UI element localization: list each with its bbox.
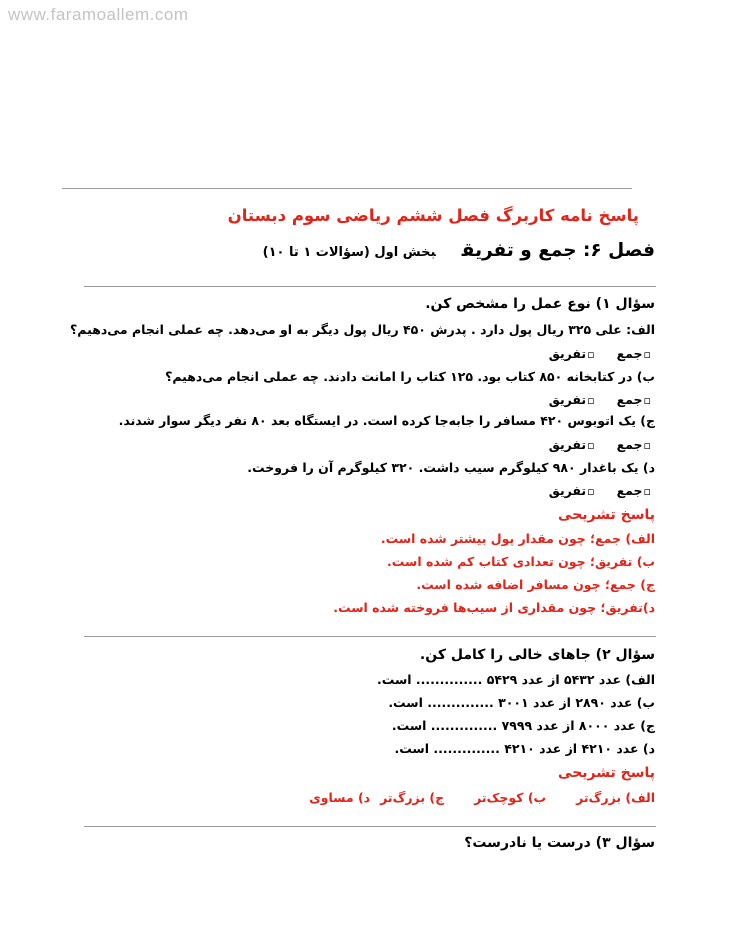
section-subtitle: بخش اول (سؤالات ۱ تا ۱۰) [262,245,436,260]
document-title: پاسخ نامه کاربرگ فصل ششم ریاضی سوم دبستان [227,206,639,225]
q1-item-b: ب) در کتابخانه ۸۵۰ کتاب بود. ۱۲۵ کتاب را امانت دادند. چه عملی انجام می‌دهیم؟ [165,369,655,384]
option-sum[interactable]: ▫جمع [616,346,651,361]
checkbox-icon: ▫ [587,394,595,407]
q1-item-a: الف: علی ۳۲۵ ریال پول دارد . پدرش ۴۵۰ ریال پول دیگر به او می‌دهد. چه عملی انجام می‌دهیم؟ [70,322,655,337]
q1-item-d: د) یک باغدار ۹۸۰ کیلوگرم سیب داشت. ۳۲۰ کیلوگرم آن را فروخت. [247,460,655,475]
question-1-title: سؤال ۱) نوع عمل را مشخص کن. [425,296,655,312]
checkbox-icon: ▫ [587,439,595,452]
option-subtract[interactable]: ▫تفریق [548,483,595,498]
divider-q3 [84,826,656,827]
q2-explanation-title: پاسخ تشریحی [558,765,655,781]
q1-explanation-b: ب) تفریق؛ چون تعدادی کتاب کم شده است. [387,554,655,569]
q1-item-c: ج) یک اتوبوس ۴۲۰ مسافر را جابه‌جا کرده است. در ایستگاه بعد ۸۰ نفر دیگر سوار شدند. [118,413,655,428]
divider-q2 [84,636,656,637]
watermark: www.faramoallem.com [8,5,189,24]
q1-explanation-d: د)تفریق؛ چون مقداری از سیب‌ها فروخته شده است. [333,600,655,615]
question-2-title: سؤال ۲) جاهای خالی را کامل کن. [419,647,655,663]
q2-item-d: د) عدد ۴۲۱۰ از عدد ۴۲۱۰ .............. است. [394,741,655,756]
checkbox-icon: ▫ [643,348,651,361]
q2-answer-d: د) مساوی [309,790,371,805]
checkbox-icon: ▫ [587,348,595,361]
option-sum[interactable]: ▫جمع [616,437,651,452]
q1-explanation-c: ج) جمع؛ چون مسافر اضافه شده است. [416,577,655,592]
checkbox-icon: ▫ [643,394,651,407]
q1-options-c [549,437,651,452]
q2-item-a: الف) عدد ۵۴۳۲ از عدد ۵۴۲۹ .............. است. [377,672,655,687]
q2-answer-a: الف) بزرگ‌تر [576,790,655,805]
checkbox-icon: ▫ [643,485,651,498]
q1-options-a [549,346,651,361]
q1-options-d [549,483,651,498]
option-subtract[interactable]: ▫تفریق [548,346,595,361]
q2-item-b: ب) عدد ۲۸۹۰ از عدد ۳۰۰۱ .............. است. [388,695,655,710]
q2-item-c: ج) عدد ۸۰۰۰ از عدد ۷۹۹۹ .............. است. [391,718,655,733]
option-sum[interactable]: ▫جمع [616,392,651,407]
option-subtract[interactable]: ▫تفریق [548,392,595,407]
option-sum[interactable]: ▫جمع [616,483,651,498]
divider-q1 [84,286,656,287]
q1-options-b [549,392,651,407]
checkbox-icon: ▫ [587,485,595,498]
option-subtract[interactable]: ▫تفریق [548,437,595,452]
chapter-heading [263,240,655,261]
q2-answer-c: ج) بزرگ‌تر [380,790,445,805]
q2-answer-b: ب) کوچک‌تر [474,790,547,805]
q1-explanation-title: پاسخ تشریحی [558,507,655,523]
q2-answers [309,790,655,805]
checkbox-icon: ▫ [643,439,651,452]
q1-explanation-a: الف) جمع؛ چون مقدار پول بیشتر شده است. [380,531,655,546]
question-3-title: سؤال ۳) درست یا نادرست؟ [464,835,655,851]
divider-top [62,188,632,189]
chapter-title: فصل ۶: جمع و تفریق [461,240,655,261]
